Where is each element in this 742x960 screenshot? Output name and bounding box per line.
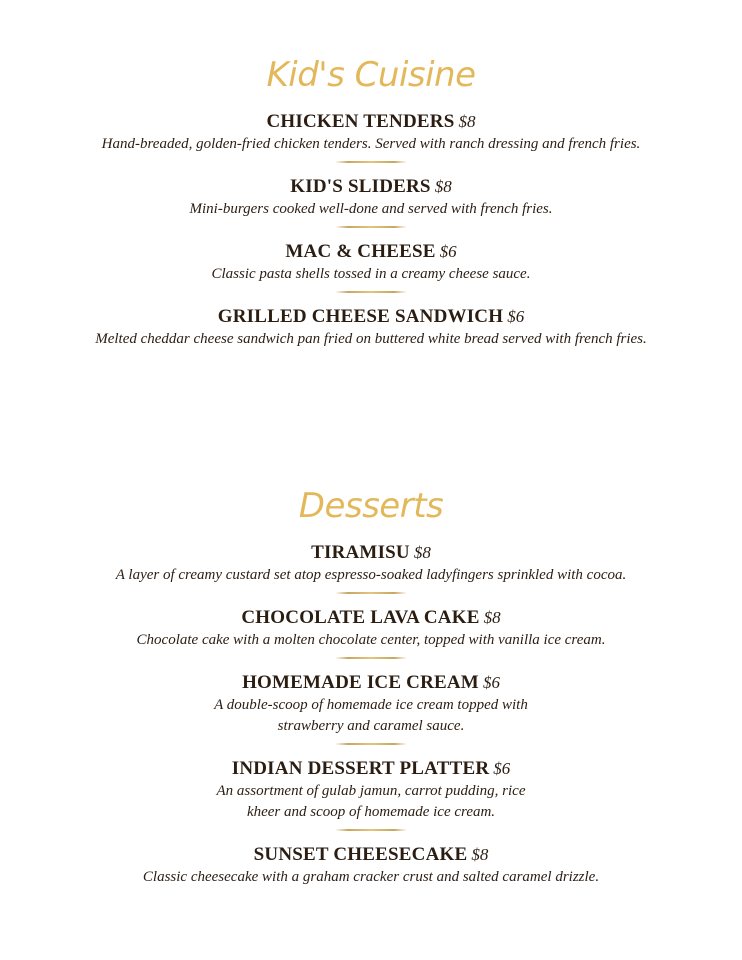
item-name: MAC & CHEESE [285, 241, 436, 262]
item-description: Mini-burgers cooked well-done and served with french fries. [189, 201, 553, 217]
item-description: A layer of creamy custard set atop espresso-soaked ladyfingers sprinkled with cocoa. [115, 567, 627, 583]
divider [335, 743, 407, 745]
menu-item [0, 606, 742, 651]
kids-cuisine-title: Kid's Cuisine [266, 55, 476, 95]
divider [335, 291, 407, 293]
item-price: $8 [434, 177, 452, 196]
divider [335, 657, 407, 659]
item-price: $8 [483, 608, 501, 627]
item-price: $8 [458, 112, 476, 131]
item-name: TIRAMISU [311, 542, 410, 563]
divider [335, 226, 407, 228]
item-price: $6 [482, 673, 500, 692]
item-name: CHICKEN TENDERS [266, 111, 455, 132]
divider [335, 592, 407, 594]
menu-item [0, 671, 742, 737]
desserts-title: Desserts [298, 486, 444, 526]
item-description: Classic pasta shells tossed in a creamy cheese sauce. [211, 266, 531, 282]
menu-item [0, 240, 742, 285]
menu-item [0, 175, 742, 220]
menu-item [0, 110, 742, 155]
item-description: A double-scoop of homemade ice cream topped with strawberry and caramel sauce. [214, 697, 528, 734]
menu-item [0, 757, 742, 823]
item-price: $8 [413, 543, 431, 562]
item-name: INDIAN DESSERT PLATTER [231, 758, 490, 779]
item-price: $8 [471, 845, 489, 864]
menu-item [0, 541, 742, 586]
item-name: GRILLED CHEESE SANDWICH [217, 306, 504, 327]
item-name: KID'S SLIDERS [290, 176, 431, 197]
item-description: Chocolate cake with a molten chocolate center, topped with vanilla ice cream. [136, 632, 606, 648]
divider [335, 829, 407, 831]
desserts-section [0, 483, 742, 888]
divider [335, 161, 407, 163]
item-description: Hand-breaded, golden-fried chicken tenders. Served with ranch dressing and french fries. [101, 136, 641, 152]
menu-item [0, 305, 742, 350]
item-name: SUNSET CHEESECAKE [253, 844, 468, 865]
item-name: CHOCOLATE LAVA CAKE [241, 607, 480, 628]
item-name: HOMEMADE ICE CREAM [242, 672, 479, 693]
item-price: $6 [507, 307, 525, 326]
kids-cuisine-section [0, 52, 742, 350]
item-description: Classic cheesecake with a graham cracker crust and salted caramel drizzle. [142, 869, 600, 885]
menu-item [0, 843, 742, 888]
item-description: An assortment of gulab jamun, carrot pudding, rice kheer and scoop of homemade ice cream. [216, 783, 526, 820]
item-price: $6 [439, 242, 457, 261]
item-price: $6 [493, 759, 511, 778]
item-description: Melted cheddar cheese sandwich pan fried on buttered white bread served with french fries. [95, 331, 647, 347]
